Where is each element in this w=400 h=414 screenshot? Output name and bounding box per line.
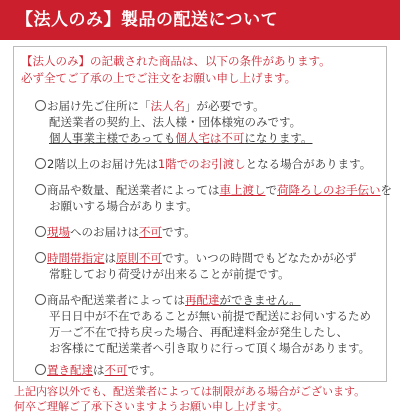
condition-item-4: 現場へのお届けは不可です。	[35, 224, 196, 240]
highlight-text: 不可	[139, 225, 162, 239]
highlight-text: 不可	[104, 363, 128, 377]
condition-item-3-line-2: お願いする場合があります。	[49, 199, 198, 213]
circle-bullet-icon	[35, 184, 46, 195]
condition-item-1-line-2: 配送業者の契約上、法人様・団体様宛のみです。	[49, 115, 302, 129]
highlight-text: 時間帯指定	[47, 251, 105, 265]
circle-bullet-icon	[35, 252, 46, 263]
condition-item-1: お届け先ご住所に「法人名」が必要です。	[35, 98, 265, 114]
condition-item-7: 置き配達は不可です。	[35, 362, 161, 378]
footer-note-line-1: 上記内容以外でも、配送業者によっては制限がある場合がございます。	[14, 385, 366, 398]
condition-item-1-line-3: 個人事業主様であっても個人宅は不可になります。	[49, 131, 313, 145]
highlight-text: 置き配達	[47, 363, 93, 377]
circle-bullet-icon	[35, 364, 46, 375]
condition-item-6-line-2: 平日日中が不在であることが無い前提で配送にお伺いするため	[49, 309, 371, 323]
circle-bullet-icon	[35, 226, 46, 237]
condition-item-5: 時間帯指定は原則不可です。いつの時間でもどなたかが必ず	[35, 250, 357, 266]
intro-line-1: 【法人のみ】の記載された商品は、以下の条件があります。	[21, 54, 331, 68]
condition-item-6: 商品や配送業者によっては再配達ができません。	[35, 292, 301, 308]
footer-note-line-2: 何卒ご理解ご了承下さいますようお願い申し上げます。	[14, 400, 289, 413]
highlight-text: 荷降ろしのお手伝い	[277, 183, 381, 197]
highlight-text: 原則不可	[116, 251, 162, 265]
circle-bullet-icon	[35, 158, 46, 169]
page-title: 【法人のみ】製品の配送について	[0, 0, 400, 40]
highlight-text: 現場	[47, 225, 70, 239]
highlight-text: 1階でのお引渡し	[157, 157, 246, 171]
highlight-text: 法人名	[150, 99, 185, 113]
circle-bullet-icon	[35, 100, 46, 111]
highlight-text: 車上渡し	[219, 183, 266, 197]
condition-item-6-line-4: お客様にて配送業者へ引き取りに行って頂く場合があります。	[49, 341, 371, 355]
intro-line-2: 必ず全てご了承の上でご注文をお願い申し上げます。	[21, 71, 297, 85]
condition-item-5-line-2: 常駐しており荷受けが出来ることが前提です。	[49, 267, 290, 281]
highlight-text: 再配達	[185, 293, 220, 307]
condition-item-2: 2階以上のお届け先は1階でのお引渡しとなる場合があります。	[35, 156, 371, 172]
condition-item-3: 商品や数量、配送業者によっては車上渡しで荷降ろしのお手伝いを	[35, 182, 392, 198]
condition-item-6-line-3: 万一ご不在で持ち戻った場合、再配達料金が発生したし、	[49, 325, 348, 339]
highlight-text: 個人宅は不可	[175, 131, 245, 145]
circle-bullet-icon	[35, 294, 46, 305]
